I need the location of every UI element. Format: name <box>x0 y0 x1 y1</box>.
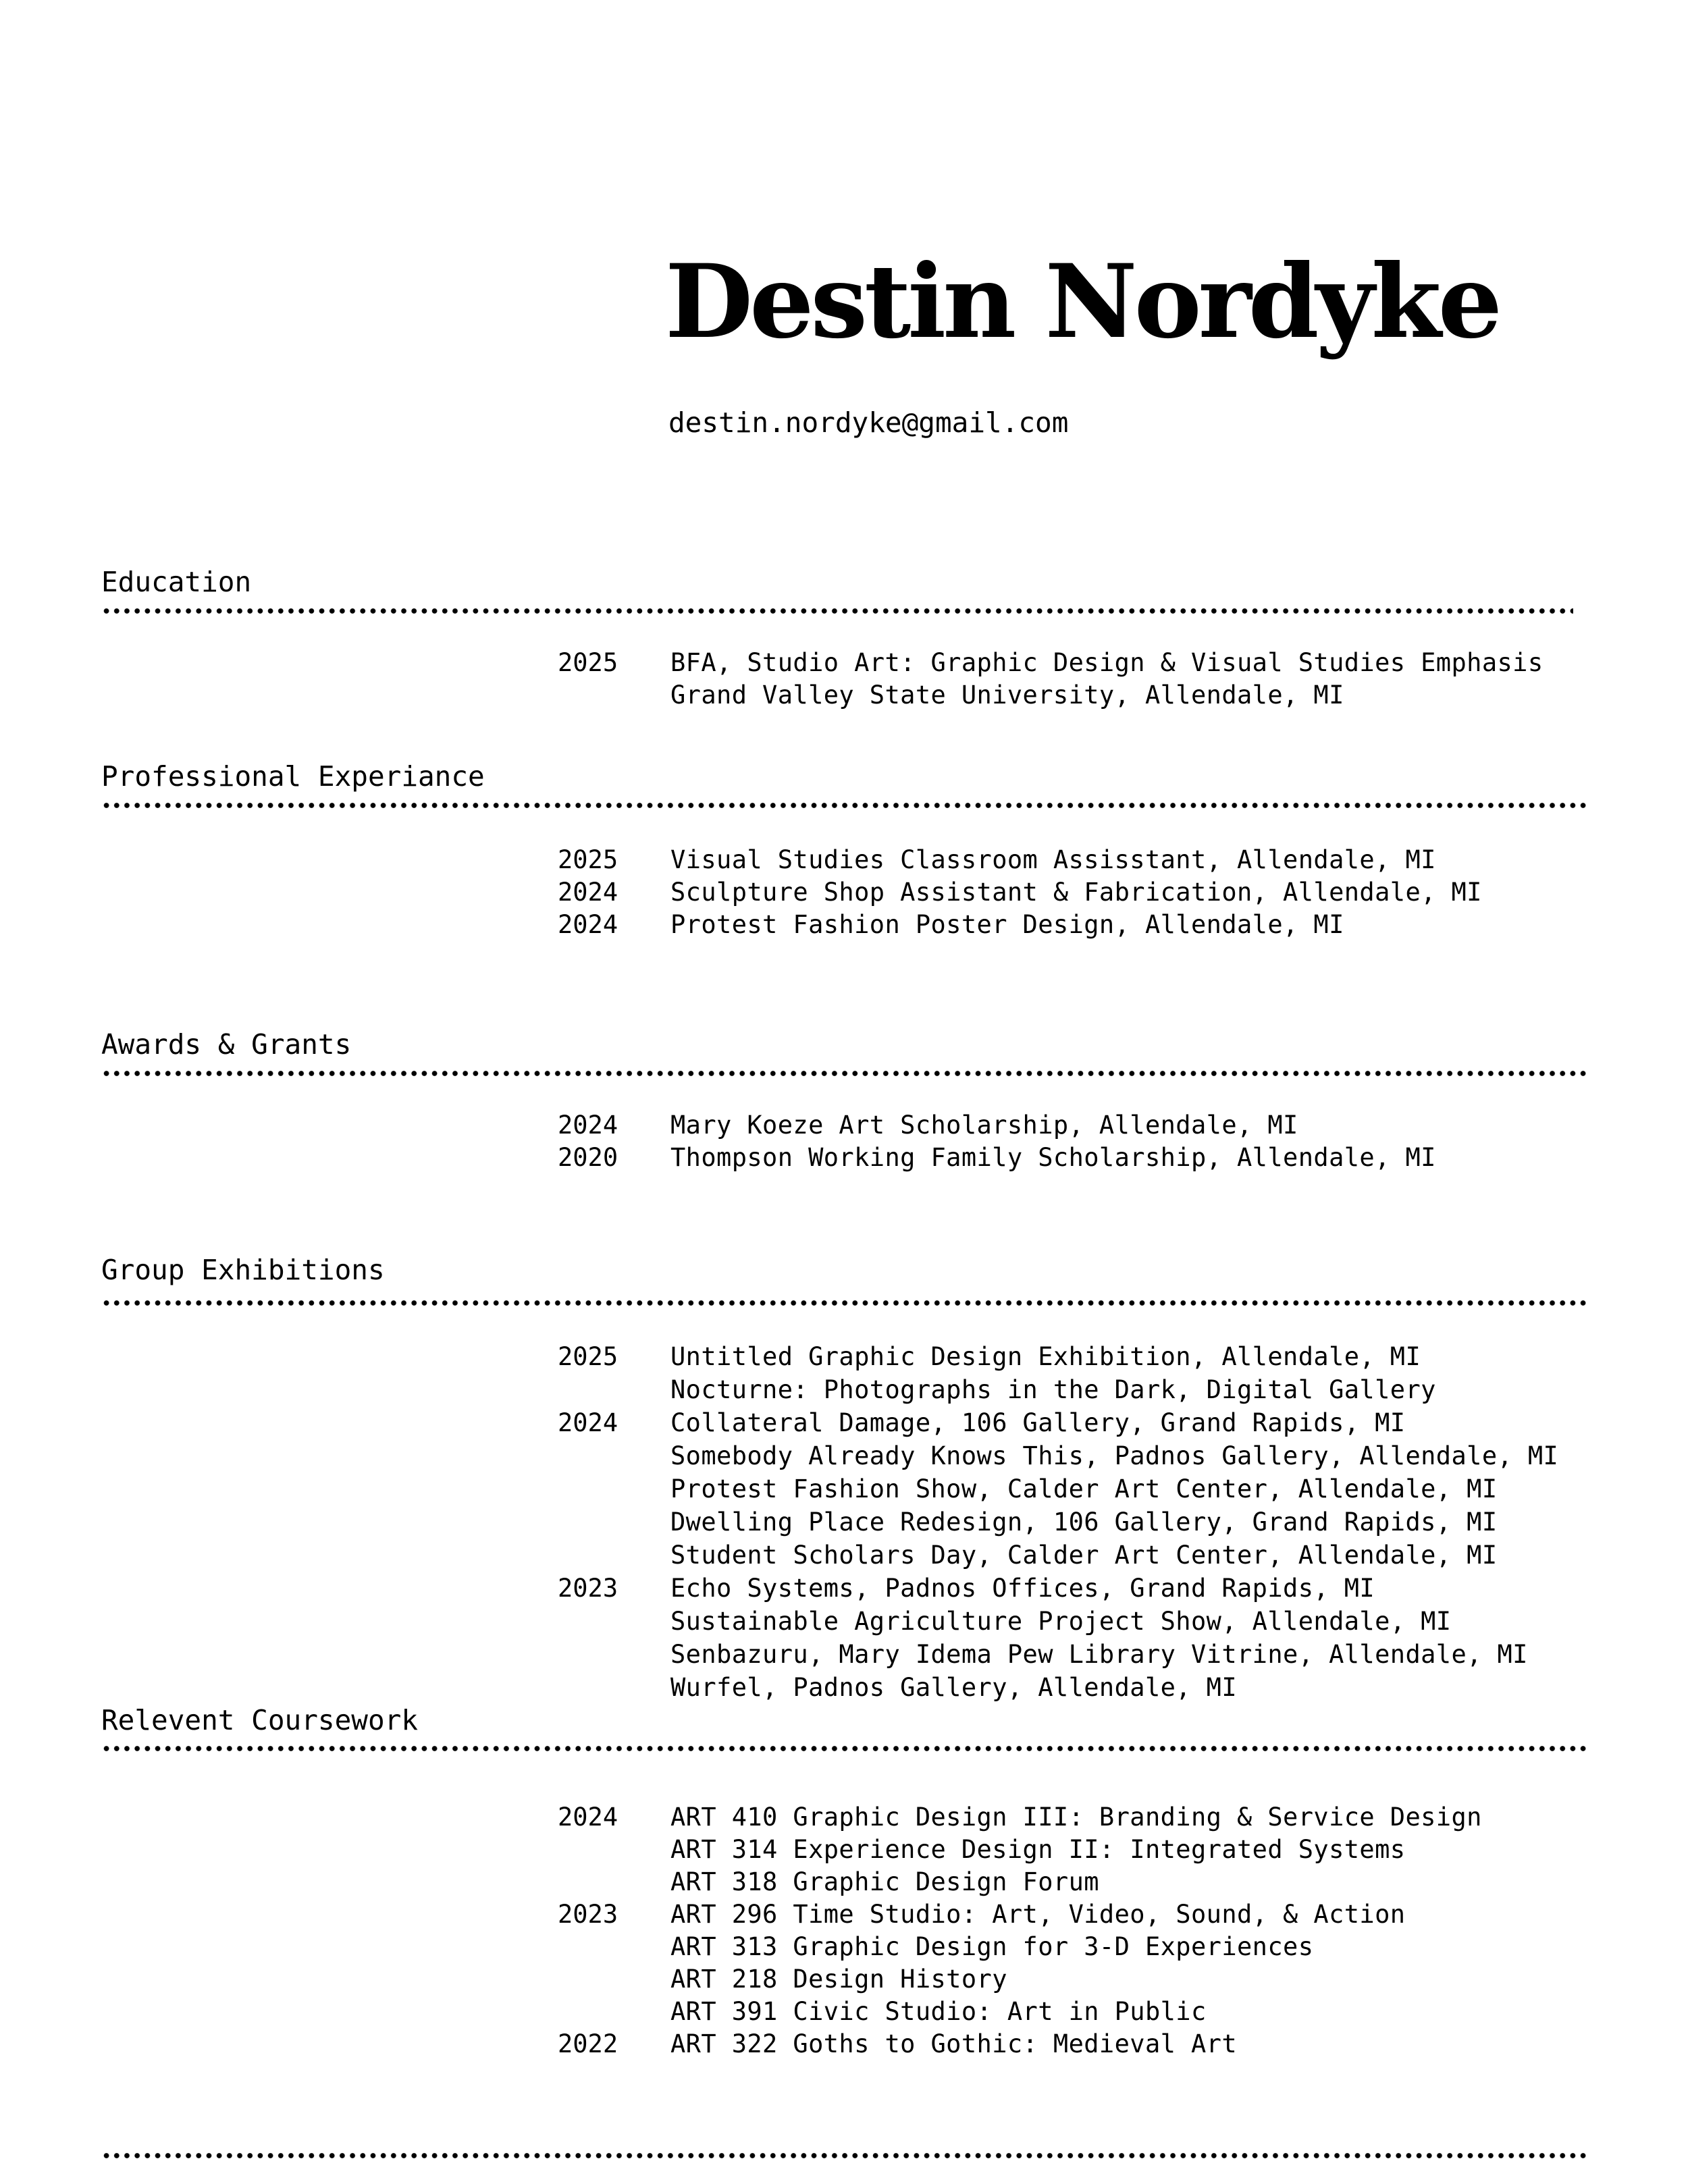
section-divider <box>101 1300 1587 1306</box>
section-divider <box>101 1070 1587 1077</box>
exhibition-entry <box>0 1374 1688 1406</box>
coursework-entry <box>0 1801 1688 1834</box>
entry-year: 2024 <box>558 910 618 939</box>
exhibition-entry <box>0 1672 1688 1704</box>
professional-entry <box>0 844 1688 876</box>
entry-text: ART 391 Civic Studio: Art in Public <box>670 1997 1207 2026</box>
coursework-entry <box>0 1834 1688 1866</box>
exhibition-entry <box>0 1341 1688 1373</box>
entry-text: Sculpture Shop Assistant & Fabrication, Allendale, MI <box>670 878 1482 907</box>
entry-text: ART 318 Graphic Design Forum <box>670 1867 1099 1896</box>
entry-year: 2025 <box>558 845 618 874</box>
entry-year: 2023 <box>558 1900 618 1929</box>
entry-text: ART 314 Experience Design II: Integrated Systems <box>670 1835 1406 1864</box>
entry-year: 2022 <box>558 2029 618 2058</box>
education-entry <box>0 647 1688 679</box>
section-title-coursework: Relevent Coursework <box>101 1704 418 1736</box>
entry-text: ART 410 Graphic Design III: Branding & Service Design <box>670 1803 1482 1832</box>
entry-text: Collateral Damage, 106 Gallery, Grand Rapids, MI <box>670 1408 1406 1437</box>
entry-year: 2023 <box>558 1574 618 1603</box>
section-title-exhibitions: Group Exhibitions <box>101 1254 385 1286</box>
entry-text: Senbazuru, Mary Idema Pew Library Vitrine, Allendale, MI <box>670 1640 1528 1669</box>
section-divider <box>101 1745 1587 1752</box>
exhibition-entry <box>0 1539 1688 1572</box>
entry-text: Student Scholars Day, Calder Art Center, Allendale, MI <box>670 1541 1498 1570</box>
coursework-entry <box>0 1898 1688 1931</box>
resume-name: Destin Nordyke <box>665 242 1500 361</box>
entry-text: Mary Koeze Art Scholarship, Allendale, MI <box>670 1111 1298 1140</box>
entry-text: Sustainable Agriculture Project Show, Allendale, MI <box>670 1607 1452 1636</box>
entry-text: Echo Systems, Padnos Offices, Grand Rapids, MI <box>670 1574 1375 1603</box>
award-entry <box>0 1109 1688 1142</box>
entry-year: 2020 <box>558 1143 618 1172</box>
entry-year: 2025 <box>558 1342 618 1371</box>
entry-text: ART 322 Goths to Gothic: Medieval Art <box>670 2029 1238 2058</box>
section-title-awards: Awards & Grants <box>101 1028 352 1061</box>
entry-text: ART 218 Design History <box>670 1965 1007 1994</box>
entry-text: Protest Fashion Show, Calder Art Center, Allendale, MI <box>670 1474 1498 1503</box>
contact-email[interactable]: destin.nordyke@gmail.com <box>668 406 1069 439</box>
exhibition-entry <box>0 1473 1688 1506</box>
entry-text: Untitled Graphic Design Exhibition, Allendale, MI <box>670 1342 1421 1371</box>
section-title-professional: Professional Experiance <box>101 760 485 793</box>
coursework-entry <box>0 1931 1688 1963</box>
entry-text: Protest Fashion Poster Design, Allendale, MI <box>670 910 1344 939</box>
entry-year: 2024 <box>558 1803 618 1832</box>
exhibition-entry <box>0 1572 1688 1605</box>
section-divider <box>101 802 1587 809</box>
entry-text: Thompson Working Family Scholarship, Allendale, MI <box>670 1143 1436 1172</box>
education-entry <box>0 679 1688 712</box>
exhibition-entry <box>0 1506 1688 1539</box>
exhibition-entry <box>0 1605 1688 1638</box>
entry-text: Grand Valley State University, Allendale, MI <box>670 681 1344 710</box>
entry-text: Dwelling Place Redesign, 106 Gallery, Grand Rapids, MI <box>670 1508 1498 1537</box>
coursework-entry <box>0 1866 1688 1898</box>
entry-year: 2024 <box>558 878 618 907</box>
entry-text: Somebody Already Knows This, Padnos Gallery, Allendale, MI <box>670 1441 1559 1470</box>
section-title-education: Education <box>101 566 252 598</box>
coursework-entry <box>0 1963 1688 1996</box>
professional-entry <box>0 876 1688 909</box>
entry-text: ART 296 Time Studio: Art, Video, Sound, & Action <box>670 1900 1406 1929</box>
award-entry <box>0 1142 1688 1174</box>
entry-text: Wurfel, Padnos Gallery, Allendale, MI <box>670 1673 1238 1702</box>
entry-text: BFA, Studio Art: Graphic Design & Visual Studies Emphasis <box>670 648 1544 677</box>
exhibition-entry <box>0 1407 1688 1439</box>
entry-year: 2025 <box>558 648 618 677</box>
entry-year: 2024 <box>558 1111 618 1140</box>
professional-entry <box>0 909 1688 941</box>
entry-text: ART 313 Graphic Design for 3-D Experiences <box>670 1932 1314 1961</box>
entry-text: Visual Studies Classroom Assisstant, Allendale, MI <box>670 845 1436 874</box>
exhibition-entry <box>0 1440 1688 1472</box>
entry-text: Nocturne: Photographs in the Dark, Digital Gallery <box>670 1375 1436 1404</box>
coursework-entry <box>0 1996 1688 2028</box>
section-divider <box>101 608 1573 614</box>
footer-divider <box>101 2152 1587 2159</box>
entry-year: 2024 <box>558 1408 618 1437</box>
exhibition-entry <box>0 1639 1688 1671</box>
coursework-entry <box>0 2028 1688 2060</box>
